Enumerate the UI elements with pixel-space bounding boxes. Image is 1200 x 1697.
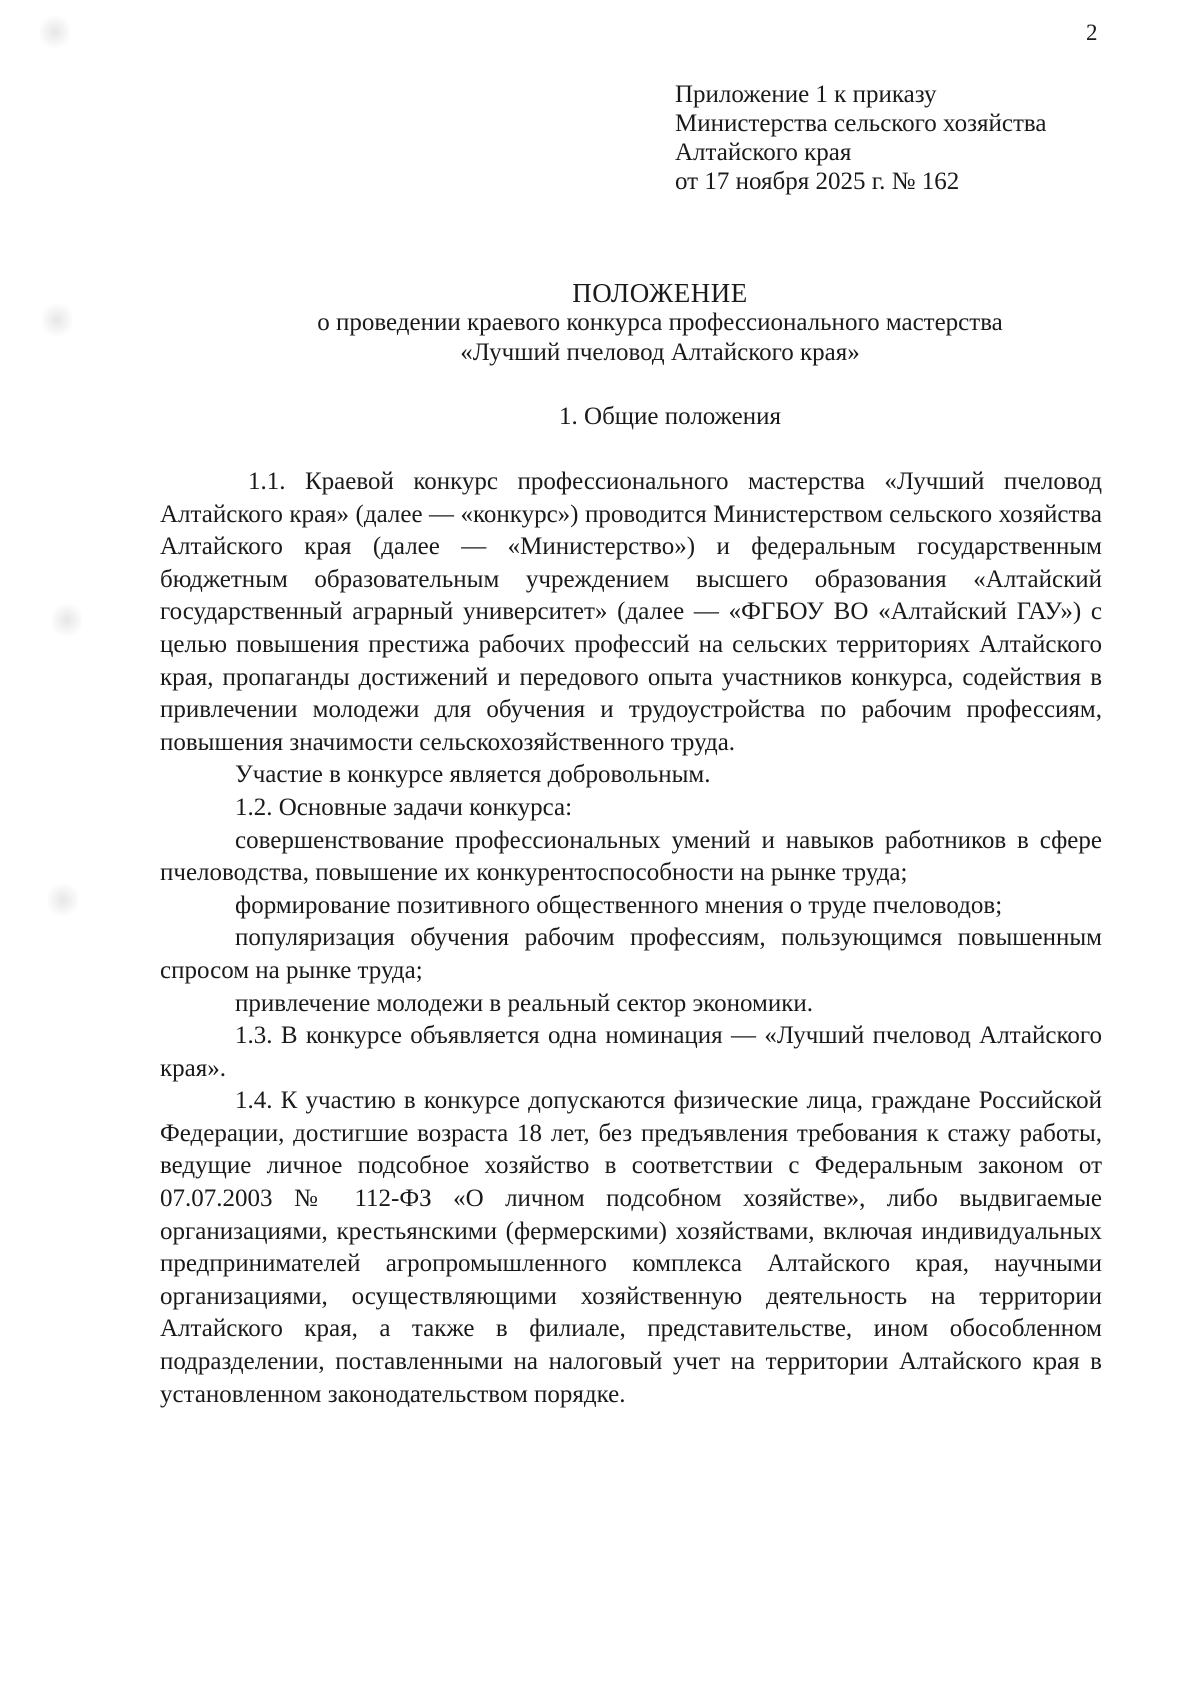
- paragraph: 1.4. К участию в конкурсе допускаются физические лица, граждане Российской Федерации, достигшие возраста 18 лет, без предъявления требования к стажу работы, ведущие личное подсобное хозяйство в соответствии с Федеральным законом от 07.07.2003 № 112-ФЗ «О личном подсобном хозяйстве», либо выдвигаемые организациями, крестьянскими (фермерскими) хозяйствами, включая индивидуальных предпринимателей агропромышленного комплекса Алтайского края, научными организациями, осуществляющими хозяйственную деятельность на территории Алтайского края, а также в филиале, представительстве, ином обособленном подразделении, поставленными на налоговый учет на территории Алтайского края в установленном законодательством порядке.: [160, 1087, 1102, 1408]
- appendix-line: Алтайского края: [675, 139, 852, 166]
- document-title: ПОЛОЖЕНИЕ: [572, 278, 748, 308]
- document-subtitle: о проведении краевого конкурса профессионального мастерства: [317, 309, 1003, 336]
- paragraph: Участие в конкурсе является добровольным.: [235, 761, 711, 789]
- section-heading: 1. Общие положения: [559, 403, 781, 430]
- appendix-line: от 17 ноября 2025 г. № 162: [675, 168, 960, 195]
- paragraph: совершенствование профессиональных умений и навыков работников в сфере пчеловодства, повышение их конкурентоспособности на рынке труда;: [160, 826, 1102, 887]
- appendix-line: Министерства сельского хозяйства: [675, 110, 1047, 137]
- paragraph: 1.1. Краевой конкурс профессионального мастерства «Лучший пчеловод Алтайского края» (далее — «конкурс») проводится Министерством сельского хозяйства Алтайского края (далее — «Министерство») и федеральным государственным бюджетным образовательным учреждением высшего образования «Алтайский государственный аграрный университет» (далее — «ФГБОУ ВО «Алтайский ГАУ») с целью повышения престижа рабочих профессий на сельских территориях Алтайского края, пропаганды достижений и передового опыта участников конкурса, содействия в привлечении молодежи для обучения и трудоустройства по рабочим профессиям, повышения значимости сельскохозяйственного труда.: [160, 468, 1102, 756]
- document-title-block: [160, 278, 1160, 368]
- paragraph: формирование позитивного общественного мнения о труде пчеловодов;: [235, 891, 1003, 919]
- document-subtitle: «Лучший пчеловод Алтайского края»: [460, 339, 860, 366]
- scan-artifact: [48, 880, 78, 920]
- appendix-line: Приложение 1 к приказу: [675, 81, 937, 108]
- appendix-header: [675, 80, 1046, 196]
- scan-artifact: [40, 12, 70, 52]
- scan-artifact: [52, 600, 82, 640]
- paragraph: привлечение молодежи в реальный сектор экономики.: [235, 989, 814, 1017]
- page-number: 2: [1086, 20, 1098, 45]
- scan-artifact: [42, 300, 72, 340]
- paragraph: популяризация обучения рабочим профессиям, пользующимся повышенным спросом на рынке труда;: [160, 924, 1102, 984]
- section-body: [160, 466, 1102, 1411]
- paragraph: 1.2. Основные задачи конкурса:: [235, 793, 573, 821]
- paragraph: 1.3. В конкурсе объявляется одна номинация — «Лучший пчеловод Алтайского края».: [160, 1022, 1102, 1082]
